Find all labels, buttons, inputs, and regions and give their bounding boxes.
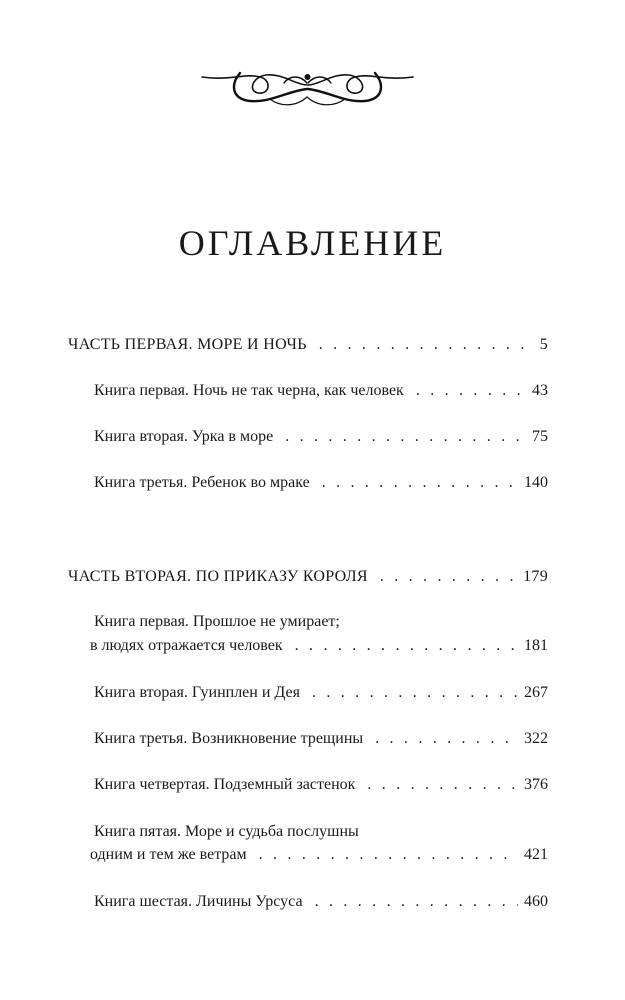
dot-leader [380,568,517,586]
toc-page-number: 322 [524,730,548,747]
toc-book-entry[interactable] [94,730,548,748]
dot-leader [367,776,518,794]
dot-leader [322,474,518,492]
toc-book-title: Книга четвертая. Подземный застенок [94,776,356,793]
toc-book-title: Книга вторая. Гуинплен и Дея [94,684,300,701]
toc-page-number: 421 [524,846,548,863]
toc-page-number: 267 [524,684,548,701]
dot-leader [315,893,518,911]
toc-book-entry[interactable] [94,428,548,446]
toc-book-title: Книга первая. Ночь не так черна, как человек [94,382,404,399]
toc-book-title-line1[interactable]: Книга пятая. Море и судьба послушны [94,823,359,840]
page-title: ОГЛАВЛЕНИЕ [178,223,447,263]
toc-book-title-line1[interactable]: Книга первая. Прошлое не умирает; [94,613,340,630]
toc-part-entry[interactable] [68,336,548,354]
dot-leader [319,336,534,354]
toc-book-title: одним и тем же ветрам [90,846,247,863]
dot-leader [259,846,518,864]
dot-leader [285,428,526,446]
toc-book-title: Книга шестая. Личины Урсуса [94,893,303,910]
toc-book-title: в людях отражается человек [90,637,283,654]
dot-leader [416,382,526,400]
toc-book-title: Книга вторая. Урка в море [94,428,274,445]
dot-leader [295,637,518,655]
toc-book-entry[interactable] [94,893,548,911]
toc-book-entry[interactable] [94,474,548,492]
toc-book-entry[interactable] [90,637,548,655]
toc-page-number: 181 [524,637,548,654]
toc-page-number: 43 [532,382,548,399]
toc-book-entry[interactable] [94,684,548,702]
toc-book-entry[interactable] [90,846,548,864]
toc-part-title: ЧАСТЬ ПЕРВАЯ. МОРЕ И НОЧЬ [68,336,307,353]
toc-page-number: 460 [524,893,548,910]
toc-page-number: 140 [524,474,548,491]
toc-book-entry[interactable] [94,776,548,794]
toc-page-number: 5 [539,336,548,353]
toc-book-title: Книга третья. Возникновение трещины [94,730,364,747]
dot-leader [375,730,518,748]
toc-book-title: Книга третья. Ребенок во мраке [94,474,310,491]
toc-page-number: 75 [532,428,548,445]
toc-part-entry[interactable] [68,568,548,586]
toc-part-title: ЧАСТЬ ВТОРАЯ. ПО ПРИКАЗУ КОРОЛЯ [68,568,368,585]
toc-book-entry[interactable] [94,382,548,400]
dot-leader [312,684,518,702]
toc-page-number: 376 [524,776,548,793]
toc-page-number: 179 [523,568,548,585]
